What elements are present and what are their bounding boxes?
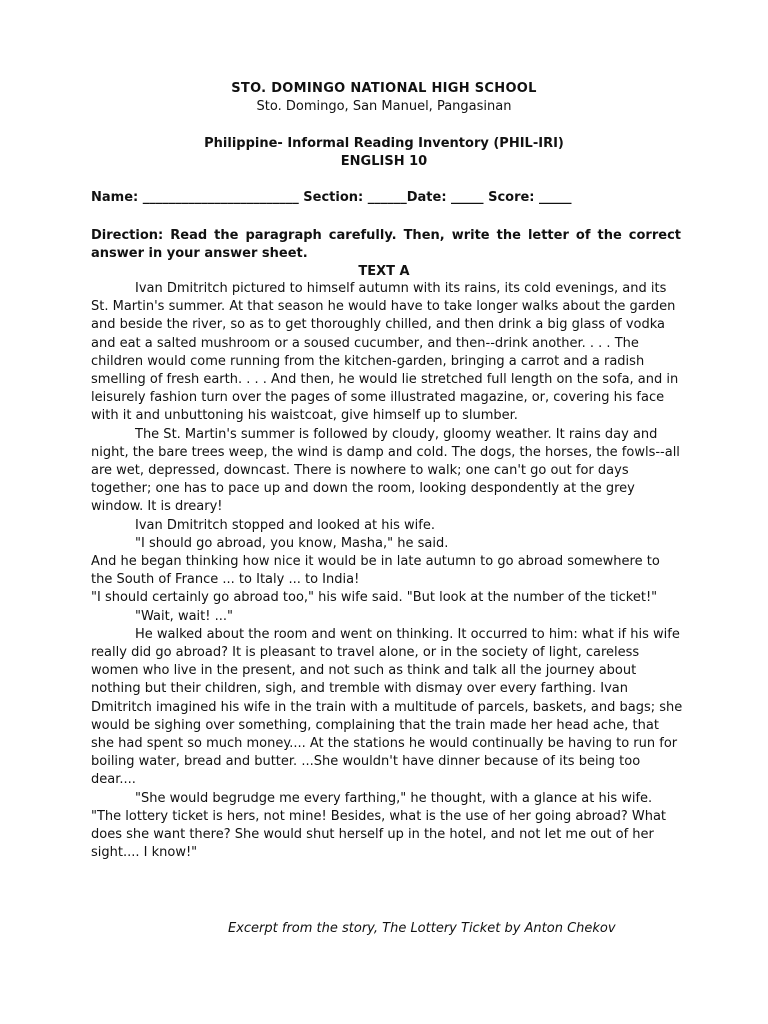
story-paragraph: "I should certainly go abroad too," his wife said. "But look at the number of the ticket!" <box>91 590 658 606</box>
test-title: Philippine- Informal Reading Inventory (PHIL-IRI) <box>204 136 564 151</box>
story-body <box>91 280 683 863</box>
school-address: Sto. Domingo, San Manuel, Pangasinan <box>256 99 512 114</box>
excerpt-caption: Excerpt from the story, The Lottery Ticket by Anton Chekov <box>228 921 616 936</box>
subject-title: ENGLISH 10 <box>340 154 428 169</box>
story-paragraph: Ivan Dmitritch stopped and looked at his wife. <box>135 517 435 533</box>
story-paragraph: "I should go abroad, you know, Masha," he said. <box>135 535 449 551</box>
story-paragraph: He walked about the room and went on thinking. It occurred to him: what if his wife really did go abroad? It is pleasant to travel alone, or in the society of light, careless women who live in the present, and not such as think and talk all the journey about nothing but their children, sigh, and tremble with dismay over every farthing. Ivan Dmitritch imagined his wife in the train with a multitude of parcels, baskets, and bags; she would be sighing over something, complaining that the train made her head ache, that she had spent so much money.... At the stations he would continually be having to run for boiling water, bread and butter. ...She wouldn't have dinner because of its being too dear.... <box>91 626 683 788</box>
story-paragraph: The St. Martin's summer is followed by cloudy, gloomy weather. It rains day and night, the bare trees weep, the wind is damp and cold. The dogs, the horses, the fowls--all are wet, depressed, downcast. There is nowhere to walk; one can't go out for days together; one has to pace up and down the room, looking despondently at the grey window. It is dreary! <box>91 426 680 515</box>
story-paragraph: "She would begrudge me every farthing," he thought, with a glance at his wife. "The lottery ticket is hers, not mine! Besides, what is the use of her going abroad? What does she want there? She would shut herself up in the hotel, and not let me out of her sight.... I know!" <box>91 790 667 861</box>
direction-text: Direction: Read the paragraph carefully. Then, write the letter of the correct answer in your answer sheet. <box>91 228 681 261</box>
school-name: STO. DOMINGO NATIONAL HIGH SCHOOL <box>231 81 537 96</box>
story-paragraph: "Wait, wait! ..." <box>135 608 233 624</box>
story-paragraph: Ivan Dmitritch pictured to himself autumn with its rains, its cold evenings, and its St. Martin's summer. At that season he would have to take longer walks about the garden and beside the river, so as to get thoroughly chilled, and then drink a big glass of vodka and eat a salted mushroom or a soused cucumber, and then--drink another. . . . The children would come running from the kitchen-garden, bringing a carrot and a radish smelling of fresh earth. . . . And then, he would lie stretched full length on the sofa, and in leisurely fashion turn over the pages of some illustrated magazine, or, covering his face with it and unbuttoning his waistcoat, give himself up to slumber. <box>91 281 679 424</box>
story-paragraph: And he began thinking how nice it would be in late autumn to go abroad somewhere to the South of France ... to Italy ... to India! <box>91 554 660 588</box>
student-info-line: Name: ________________________ Section: ______Date: _____ Score: _____ <box>91 190 572 205</box>
text-label: TEXT A <box>358 264 410 279</box>
